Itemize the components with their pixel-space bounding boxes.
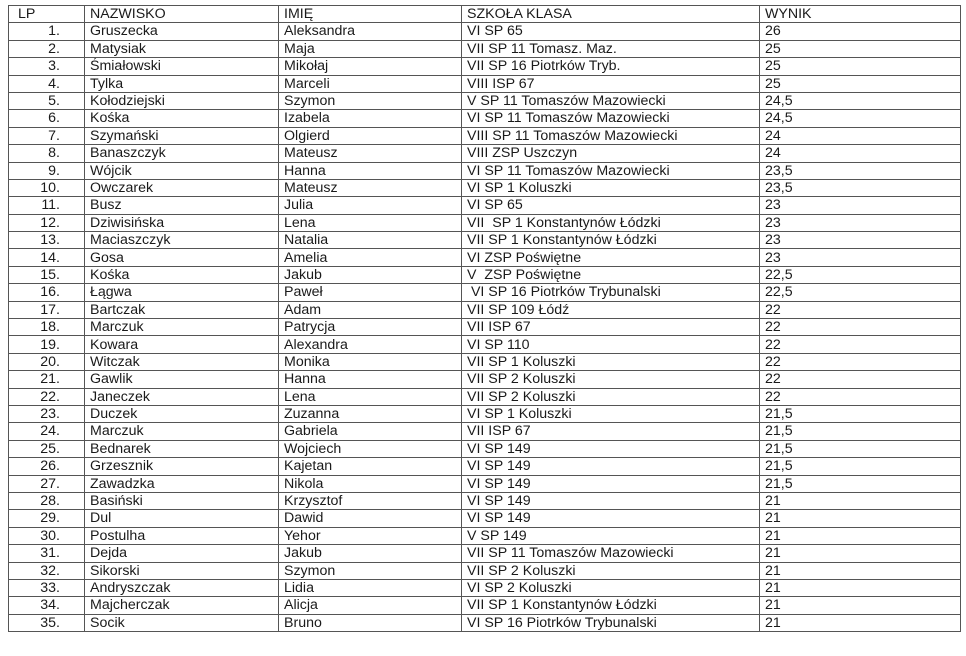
cell-lp: 11. [9, 197, 85, 214]
cell-score: 22 [760, 371, 961, 388]
cell-name: Paweł [279, 284, 462, 301]
cell-lp: 20. [9, 353, 85, 370]
table-row [9, 475, 961, 492]
table-row [9, 179, 961, 196]
cell-lp: 34. [9, 597, 85, 614]
cell-lp: 24. [9, 423, 85, 440]
cell-score: 21,5 [760, 405, 961, 422]
cell-lp: 12. [9, 214, 85, 231]
cell-score: 22,5 [760, 266, 961, 283]
cell-lp: 19. [9, 336, 85, 353]
cell-surname: Gosa [85, 249, 279, 266]
cell-name: Gabriela [279, 423, 462, 440]
cell-lp: 6. [9, 110, 85, 127]
table-row [9, 614, 961, 631]
cell-name: Jakub [279, 266, 462, 283]
table-row [9, 284, 961, 301]
cell-lp: 16. [9, 284, 85, 301]
table-row [9, 510, 961, 527]
cell-name: Mateusz [279, 145, 462, 162]
cell-score: 23 [760, 214, 961, 231]
cell-lp: 28. [9, 492, 85, 509]
cell-lp: 25. [9, 440, 85, 457]
cell-school: VII SP 1 Konstantynów Łódzki [462, 232, 760, 249]
cell-score: 22 [760, 319, 961, 336]
header-name: IMIĘ [279, 6, 462, 23]
cell-name: Szymon [279, 562, 462, 579]
table-row [9, 214, 961, 231]
cell-name: Krzysztof [279, 492, 462, 509]
results-table [8, 5, 961, 632]
header-row [9, 6, 961, 23]
table-row [9, 301, 961, 318]
cell-surname: Bednarek [85, 440, 279, 457]
cell-surname: Marczuk [85, 423, 279, 440]
cell-school: VI SP 149 [462, 492, 760, 509]
cell-name: Lena [279, 388, 462, 405]
cell-name: Maja [279, 40, 462, 57]
cell-name: Lena [279, 214, 462, 231]
cell-score: 24 [760, 145, 961, 162]
cell-name: Marceli [279, 75, 462, 92]
cell-surname: Kośka [85, 266, 279, 283]
cell-score: 25 [760, 40, 961, 57]
cell-school: VII ISP 67 [462, 423, 760, 440]
cell-score: 21 [760, 527, 961, 544]
cell-surname: Busz [85, 197, 279, 214]
cell-school: VII SP 1 Konstantynów Łódzki [462, 214, 760, 231]
table-row [9, 371, 961, 388]
cell-name: Zuzanna [279, 405, 462, 422]
cell-lp: 7. [9, 127, 85, 144]
cell-lp: 23. [9, 405, 85, 422]
cell-score: 21,5 [760, 440, 961, 457]
table-row [9, 336, 961, 353]
cell-lp: 4. [9, 75, 85, 92]
cell-surname: Bartczak [85, 301, 279, 318]
cell-lp: 9. [9, 162, 85, 179]
table-row [9, 162, 961, 179]
table-row [9, 197, 961, 214]
cell-surname: Andryszczak [85, 579, 279, 596]
cell-school: VII SP 2 Koluszki [462, 371, 760, 388]
header-lp: LP [9, 6, 85, 23]
cell-surname: Tylka [85, 75, 279, 92]
table-row [9, 545, 961, 562]
cell-school: VI SP 149 [462, 510, 760, 527]
cell-name: Kajetan [279, 458, 462, 475]
table-row [9, 249, 961, 266]
cell-score: 21 [760, 579, 961, 596]
cell-school: VII ISP 67 [462, 319, 760, 336]
table-row [9, 23, 961, 40]
cell-lp: 8. [9, 145, 85, 162]
cell-surname: Janeczek [85, 388, 279, 405]
cell-school: VI SP 2 Koluszki [462, 579, 760, 596]
cell-school: VI SP 65 [462, 23, 760, 40]
cell-name: Aleksandra [279, 23, 462, 40]
cell-school: VI SP 149 [462, 458, 760, 475]
table-row [9, 266, 961, 283]
cell-lp: 32. [9, 562, 85, 579]
cell-surname: Dejda [85, 545, 279, 562]
cell-school: VIII SP 11 Tomaszów Mazowiecki [462, 127, 760, 144]
cell-score: 22 [760, 301, 961, 318]
cell-school: VII SP 1 Konstantynów Łódzki [462, 597, 760, 614]
cell-score: 24,5 [760, 110, 961, 127]
cell-score: 23 [760, 197, 961, 214]
cell-school: VI SP 110 [462, 336, 760, 353]
cell-score: 24,5 [760, 92, 961, 109]
cell-school: VIII ZSP Uszczyn [462, 145, 760, 162]
table-row [9, 440, 961, 457]
table-row [9, 75, 961, 92]
table-row [9, 388, 961, 405]
cell-score: 21 [760, 510, 961, 527]
cell-school: VI SP 16 Piotrków Trybunalski [462, 284, 760, 301]
cell-score: 22 [760, 388, 961, 405]
cell-school: VI SP 11 Tomaszów Mazowiecki [462, 162, 760, 179]
cell-name: Yehor [279, 527, 462, 544]
cell-surname: Grzesznik [85, 458, 279, 475]
cell-surname: Wójcik [85, 162, 279, 179]
cell-surname: Witczak [85, 353, 279, 370]
cell-score: 21 [760, 492, 961, 509]
cell-name: Hanna [279, 162, 462, 179]
cell-school: VII SP 11 Tomasz. Maz. [462, 40, 760, 57]
cell-surname: Basiński [85, 492, 279, 509]
cell-score: 22 [760, 353, 961, 370]
cell-lp: 27. [9, 475, 85, 492]
cell-name: Alexandra [279, 336, 462, 353]
table-row [9, 579, 961, 596]
cell-lp: 1. [9, 23, 85, 40]
cell-lp: 21. [9, 371, 85, 388]
cell-surname: Zawadzka [85, 475, 279, 492]
cell-surname: Gawlik [85, 371, 279, 388]
table-body [9, 23, 961, 632]
table-row [9, 405, 961, 422]
cell-score: 22,5 [760, 284, 961, 301]
cell-school: VI SP 1 Koluszki [462, 179, 760, 196]
cell-surname: Majcherczak [85, 597, 279, 614]
cell-school: V SP 11 Tomaszów Mazowiecki [462, 92, 760, 109]
table-row [9, 319, 961, 336]
cell-school: VI SP 149 [462, 440, 760, 457]
cell-name: Olgierd [279, 127, 462, 144]
table-row [9, 458, 961, 475]
table-row [9, 423, 961, 440]
cell-school: V ZSP Poświętne [462, 266, 760, 283]
cell-name: Patrycja [279, 319, 462, 336]
cell-surname: Śmiałowski [85, 58, 279, 75]
cell-surname: Sikorski [85, 562, 279, 579]
table-row [9, 58, 961, 75]
table-row [9, 40, 961, 57]
cell-surname: Łągwa [85, 284, 279, 301]
cell-school: VI SP 16 Piotrków Trybunalski [462, 614, 760, 631]
cell-score: 21 [760, 597, 961, 614]
cell-school: VI SP 1 Koluszki [462, 405, 760, 422]
table-row [9, 92, 961, 109]
cell-name: Mikołaj [279, 58, 462, 75]
cell-score: 25 [760, 58, 961, 75]
cell-name: Nikola [279, 475, 462, 492]
cell-surname: Maciaszczyk [85, 232, 279, 249]
cell-lp: 35. [9, 614, 85, 631]
cell-name: Dawid [279, 510, 462, 527]
table-header [9, 6, 961, 23]
cell-school: VIII ISP 67 [462, 75, 760, 92]
cell-school: VII SP 2 Koluszki [462, 388, 760, 405]
table-row [9, 527, 961, 544]
cell-school: VII SP 2 Koluszki [462, 562, 760, 579]
cell-lp: 13. [9, 232, 85, 249]
cell-lp: 14. [9, 249, 85, 266]
cell-school: VI ZSP Poświętne [462, 249, 760, 266]
cell-surname: Banaszczyk [85, 145, 279, 162]
cell-score: 23,5 [760, 162, 961, 179]
cell-score: 21 [760, 614, 961, 631]
cell-name: Jakub [279, 545, 462, 562]
cell-surname: Szymański [85, 127, 279, 144]
cell-name: Monika [279, 353, 462, 370]
cell-name: Szymon [279, 92, 462, 109]
cell-surname: Kołodziejski [85, 92, 279, 109]
cell-name: Julia [279, 197, 462, 214]
cell-name: Lidia [279, 579, 462, 596]
cell-name: Natalia [279, 232, 462, 249]
cell-score: 22 [760, 336, 961, 353]
cell-score: 26 [760, 23, 961, 40]
table-row [9, 353, 961, 370]
cell-surname: Marczuk [85, 319, 279, 336]
cell-surname: Dziwisińska [85, 214, 279, 231]
table-row [9, 127, 961, 144]
cell-surname: Gruszecka [85, 23, 279, 40]
cell-lp: 10. [9, 179, 85, 196]
cell-name: Izabela [279, 110, 462, 127]
cell-score: 23 [760, 232, 961, 249]
table-row [9, 562, 961, 579]
cell-lp: 3. [9, 58, 85, 75]
cell-name: Amelia [279, 249, 462, 266]
cell-name: Mateusz [279, 179, 462, 196]
cell-name: Alicja [279, 597, 462, 614]
header-school: SZKOŁA KLASA [462, 6, 760, 23]
cell-surname: Dul [85, 510, 279, 527]
header-surname: NAZWISKO [85, 6, 279, 23]
cell-surname: Kośka [85, 110, 279, 127]
cell-lp: 26. [9, 458, 85, 475]
cell-name: Wojciech [279, 440, 462, 457]
table-row [9, 232, 961, 249]
cell-lp: 5. [9, 92, 85, 109]
cell-lp: 31. [9, 545, 85, 562]
cell-score: 24 [760, 127, 961, 144]
cell-score: 21,5 [760, 458, 961, 475]
cell-school: VII SP 1 Koluszki [462, 353, 760, 370]
cell-lp: 15. [9, 266, 85, 283]
cell-score: 21 [760, 545, 961, 562]
cell-school: VI SP 11 Tomaszów Mazowiecki [462, 110, 760, 127]
cell-score: 25 [760, 75, 961, 92]
cell-score: 23,5 [760, 179, 961, 196]
cell-surname: Matysiak [85, 40, 279, 57]
cell-score: 21,5 [760, 423, 961, 440]
cell-surname: Socik [85, 614, 279, 631]
cell-lp: 18. [9, 319, 85, 336]
table-row [9, 597, 961, 614]
cell-school: VI SP 65 [462, 197, 760, 214]
cell-lp: 17. [9, 301, 85, 318]
cell-score: 21 [760, 562, 961, 579]
table-row [9, 492, 961, 509]
table-row [9, 145, 961, 162]
cell-score: 21,5 [760, 475, 961, 492]
header-score: WYNIK [760, 6, 961, 23]
cell-lp: 29. [9, 510, 85, 527]
cell-lp: 2. [9, 40, 85, 57]
cell-surname: Kowara [85, 336, 279, 353]
cell-lp: 33. [9, 579, 85, 596]
cell-school: VI SP 149 [462, 475, 760, 492]
cell-score: 23 [760, 249, 961, 266]
cell-name: Bruno [279, 614, 462, 631]
cell-surname: Duczek [85, 405, 279, 422]
cell-surname: Owczarek [85, 179, 279, 196]
cell-school: VII SP 109 Łódź [462, 301, 760, 318]
cell-school: V SP 149 [462, 527, 760, 544]
cell-school: VII SP 16 Piotrków Tryb. [462, 58, 760, 75]
cell-lp: 30. [9, 527, 85, 544]
cell-name: Adam [279, 301, 462, 318]
cell-name: Hanna [279, 371, 462, 388]
cell-school: VII SP 11 Tomaszów Mazowiecki [462, 545, 760, 562]
table-row [9, 110, 961, 127]
cell-lp: 22. [9, 388, 85, 405]
cell-surname: Postulha [85, 527, 279, 544]
